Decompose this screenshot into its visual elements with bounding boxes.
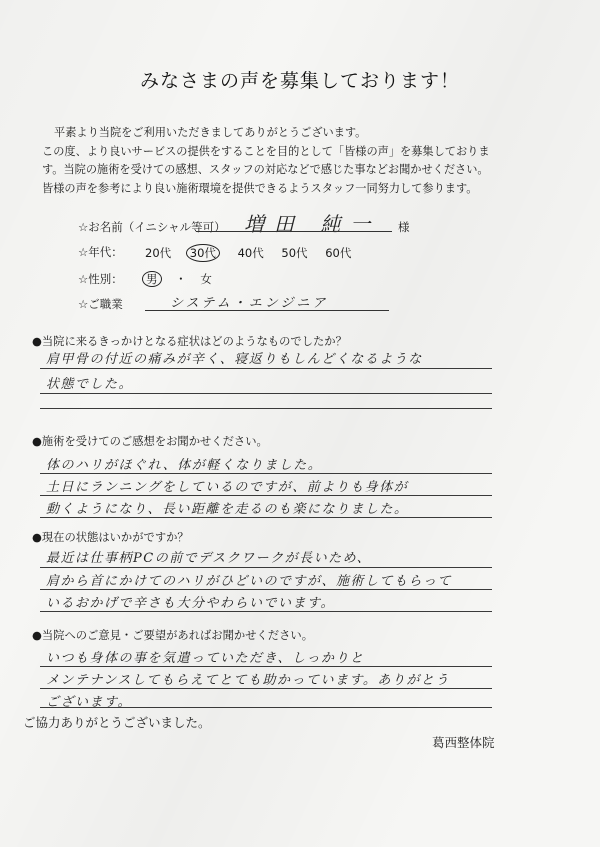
ruled-line [40,666,492,667]
question-label: ●施術を受けてのご感想をお聞かせください。 [32,435,268,448]
intro-line: 皆様の声を参考により良い施術環境を提供できるようスタッフ一同努力して参ります。 [42,181,478,195]
name-suffix: 様 [398,220,410,234]
answer-line: 状態でした。 [46,377,134,392]
ruled-line [40,473,492,474]
ruled-line [40,589,492,590]
answer-line: 動くようになり、長い距離を走るのも楽になりました。 [46,502,409,517]
answer-line: 肩甲骨の付近の痛みが辛く、寝返りもしんどくなるような [46,352,423,367]
name-value: 増田 純一 [244,212,381,236]
gender-separator: ・ [175,272,187,286]
page-title: みなさまの声を募集しております！ [139,70,460,92]
gender-female: 女 [200,272,212,286]
age-option-selected: 30代 [186,244,220,262]
occupation-underline [145,310,389,311]
ruled-line [40,688,492,689]
age-option: 60代 [325,246,352,260]
gender-options [145,271,222,287]
question-label: ●現在の状態はいかがですか？ [32,531,189,544]
intro-line: す。当院の施術を受けての感想、スタッフの対応などで感じた事などお聞かせください。 [42,163,489,177]
answer-line: 土日にランニングをしているのですが、前よりも身体が [46,480,409,495]
intro-line: 平素より当院をご利用いただきましてありがとうございます。 [54,126,367,139]
answer-line: いつも身体の事を気遣っていただき、しっかりと [46,651,365,666]
occupation-label: ☆ご職業 [78,297,123,311]
gender-label: ☆性別： [78,272,123,286]
ruled-line [40,495,492,496]
ruled-line [40,611,492,612]
age-option: 20代 [145,246,172,260]
ruled-line [40,567,492,568]
age-options [145,244,365,262]
intro-paragraph [42,124,572,198]
age-option: 50代 [281,246,308,260]
ruled-line [40,368,492,369]
ruled-line [40,707,492,708]
answer-line: メンテナンスしてもらえてとても助かっています。ありがとう [46,673,450,688]
question-label: ●当院へのご意見・ご要望があればお聞かせください。 [32,629,313,642]
answer-line: 肩から首にかけてのハリがひどいのですが、施術してもらって [46,574,453,589]
ruled-line [40,517,492,518]
closing-message: ご協力ありがとうございました。 [23,715,211,730]
name-underline [196,231,392,232]
answer-line: 体のハリがほぐれ、体が軽くなりました。 [46,458,323,473]
answer-line: ございます。 [46,695,132,710]
intro-line: この度、より良いサービスの提供をすることを目的として「皆様の声」を募集しておりま [42,144,490,158]
ruled-line [40,408,492,409]
clinic-name: 葛西整体院 [432,735,495,750]
gender-male-selected: 男 [142,271,162,287]
age-option: 40代 [237,246,264,260]
occupation-value: システム・エンジニア [170,296,329,311]
answer-line: 最近は仕事柄PCの前でデスクワークが長いため、 [46,551,372,566]
name-label: ☆お名前（イニシャル等可） [78,220,226,234]
age-label: ☆年代： [78,245,123,259]
question-label: ●当院に来るきっかけとなる症状はどのようなものでしたか？ [32,335,347,348]
ruled-line [40,393,492,394]
answer-line: いるおかげで辛さも大分やわらいでいます。 [46,596,335,611]
